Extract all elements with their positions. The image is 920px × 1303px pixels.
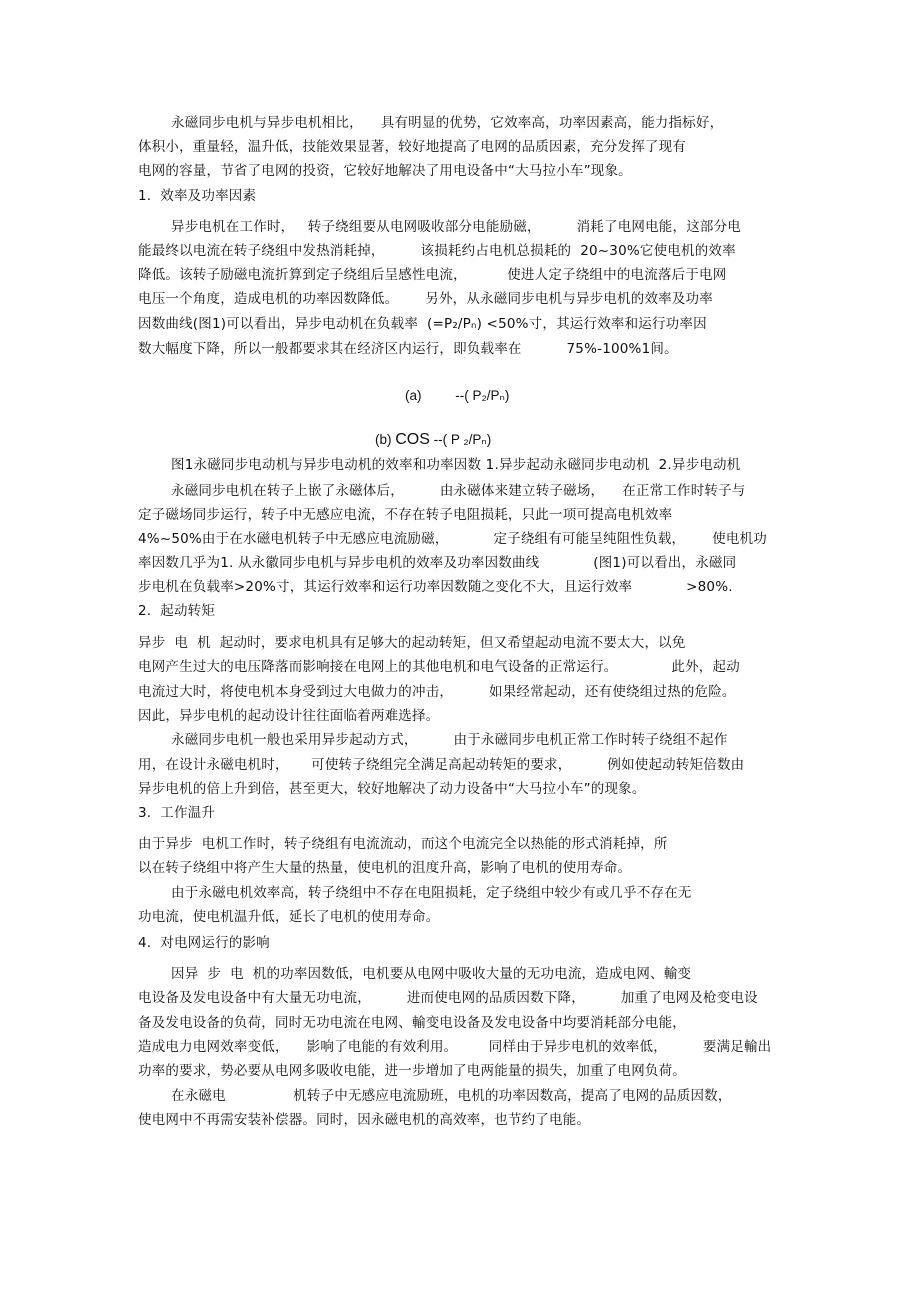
intro-line-1: 永磁同步电机与异步电机相比， 具有明显的优势，它效率高，功率因素高，能力指标好， [171,115,724,131]
s4-para2-line-1: 在永磁电 机转子中无感应电流励班，电机的功率因数高，提高了电网的品质因数， [171,1088,732,1104]
s2-para2-line-2: 用，在设计永磁电机时， 可使转子绕组完全满足高起动转矩的要求， 例如使起动转矩倍数由 [138,757,745,773]
figure-b-suffix: --( P ₂/Pₙ) [429,432,492,447]
section-heading-efficiency: 1. 效率及功率因素 [138,188,257,204]
s3-para1-line-1: 由于异步 电机工作时，转子绕组有电流流动，而这个电流完全以热能的形式消耗掉，所 [138,836,668,852]
s2-para1-line-3: 电流过大时，将使电机本身受到过大电做力的冲击， 如果经常起动，还有使绕组过热的危险。 [138,684,736,700]
intro-line-2: 体积小，重量轻，温升低，技能效果显著，较好地提高了电网的品质因素，充分发挥了现有 [138,139,686,155]
s1-para1-line-4: 电压一个角度，造成电机的功率因数降低。 另外，从永磁同步电机与异步电机的效率及功率 [138,291,713,307]
s4-para2-line-2: 使电网中不再需安装补偿器。同时，因永磁电机的高效率，也节约了电能。 [138,1112,591,1128]
s1-para1-line-1: 异步电机在工作时， 转子绕组要从电网吸收部分电能励磁， 消耗了电网电能，这部分电 [171,219,742,235]
s4-para1-line-2: 电设备及发电设备中有大量无功电流， 进而使电网的品质因数下降， 加重了电网及枪变电设 [138,990,758,1006]
s3-para2-line-1: 由于永磁电机效率高，转子绕组中不存在电阻损耗，定子绕组中较少有或几乎不存在无 [171,885,692,901]
intro-line-3: 电网的容量，节省了电网的投资，它较好地解决了用电设备中“大马拉小车”现象。 [138,163,632,179]
s1-para1-line-2: 能最终以电流在转子绕组中发热消耗掉， 该损耗约占电机总损耗的 20~30%它使电机的效率 [138,243,736,259]
s1-para2-line-1: 永磁同步电机在转子上嵌了永磁体后， 由永磁体来建立转子磁场， 在正常工作时转子与 [171,483,746,499]
s4-para1-line-5: 功率的要求，势必要从电网多吸收电能，进一步增加了电两能量的损失，加重了电网负荷。 [138,1063,686,1079]
s3-para2-line-2: 功电流，使电机温升低，延长了电机的使用寿命。 [138,909,440,925]
s2-para2-line-3: 异步电机的倍上升到倍，甚至更大，较好地解决了动力设备中“大马拉小车”的现象。 [138,781,646,797]
s4-para1-line-4: 造成电力电网效率变低， 影响了电能的有效利用。 同样由于异步电机的效率低， 要满足輸出 [138,1039,772,1055]
s2-para1-line-4: 因此，异步电机的起动设计往往面临着两难选择。 [138,708,440,724]
s1-para1-line-6: 数大幅度下降，所以一般都要求其在经济区内运行，即负载率在 75%-100%1间。 [138,341,678,357]
s1-para2-line-4: 率因数几乎为1. 从永徽同步电机与异步电机的效率及功率因数曲线 (图1)可以看出，永磁同 [138,555,737,571]
figure-b-label [375,430,491,450]
figure-b-cos: COS [395,431,430,448]
s4-para1-line-1: 因异 步 电 机的功率因数低，电机要从电网中吸收大量的无功电流，造成电网、輸变 [171,966,692,982]
s2-para1-line-2: 电网产生过大的电压降落而影响接在电网上的其他电机和电气设备的正常运行。 此外，起动 [138,659,740,675]
s1-para2-line-3: 4%~50%由于在水磁电机转子中无感应电流励磁， 定子绕组有可能呈纯阻性负载， 使电机功 [138,531,767,547]
s4-para1-line-3: 备及发电设备的负荷，同时无功电流在电网、輸变电设备及发电设备中均要消耗部分电能， [138,1015,686,1031]
s1-para1-line-5: 因数曲线(图1)可以看出，异步电动机在负载率 (=P₂/Pₙ) <50%寸，其运行效率和运行功率因 [138,316,707,332]
section-heading-starting-torque: 2. 起动转矩 [138,603,216,619]
s3-para1-line-2: 以在转子绕组中将产生大量的热量，使电机的沮度升高，影响了电机的使用寿命。 [138,860,632,876]
s1-para1-line-3: 降低。该转子励磁电流折算到定子绕组后呈感性电流， 使进人定子绕组中的电流落后于电网 [138,267,727,283]
s2-para2-line-1: 永磁同步电机一般也采用异步起动方式， 由于永磁同步电机正常工作时转子绕组不起作 [171,732,728,748]
section-heading-grid-impact: 4. 对电网运行的影响 [138,935,270,951]
section-heading-temperature-rise: 3. 工作温升 [138,805,216,821]
figure-b-prefix: (b) [375,432,396,447]
s2-para1-line-1: 异步 电 机 起动时，要求电机具有足够大的起动转矩，但又希望起动电流不要太大，以免 [138,635,686,651]
s1-para2-line-2: 定子磁场同步运行，转子中无感应电流，不存在转子电阻损耗，只此一项可提高电机效率 [138,507,673,523]
figure-caption: 图1永磁同步电动机与异步电动机的效率和功率因数 1.异步起动永磁同步电动机 2.异步电动机 [171,457,741,473]
s1-para2-line-5: 步电机在负载率>20%寸，其运行效率和运行功率因数随之变化不大，且运行效率 >80%. [138,579,733,595]
figure-a-label: (a) --( P₂/Pₙ) [405,388,510,403]
